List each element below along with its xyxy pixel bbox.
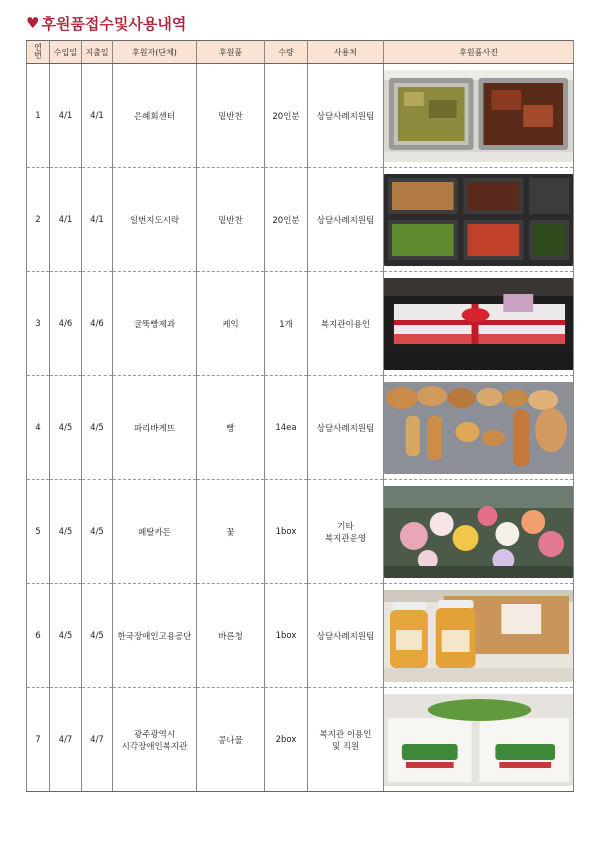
table-row [27, 376, 574, 480]
row-number: 3 [27, 272, 50, 376]
cake-box-photo [384, 278, 573, 370]
usage-place: 상담사례지원팀 [308, 168, 384, 272]
table-row [27, 168, 574, 272]
flower-bouquets-photo [384, 486, 573, 578]
usage-place: 상담사례지원팀 [308, 376, 384, 480]
item-name: 바른청 [197, 584, 265, 688]
photo-cell [384, 272, 574, 376]
item-name: 밑반찬 [197, 168, 265, 272]
header-used-date: 지출일 [82, 41, 113, 64]
donor-name: 광주광역시 시각장애인복지관 [113, 688, 197, 792]
donor-name: 은혜회센터 [113, 64, 197, 168]
donor-name: 페탈카든 [113, 480, 197, 584]
title-text: 후원품접수및사용내역 [41, 14, 187, 33]
header-quantity: 수량 [265, 41, 308, 64]
received-date: 4/5 [50, 480, 82, 584]
photo-cell [384, 376, 574, 480]
table-row [27, 480, 574, 584]
used-date: 4/7 [82, 688, 113, 792]
received-date: 4/1 [50, 64, 82, 168]
header-photo: 후원품사진 [384, 41, 574, 64]
item-name: 빵 [197, 376, 265, 480]
item-name: 밑반찬 [197, 64, 265, 168]
received-date: 4/6 [50, 272, 82, 376]
used-date: 4/1 [82, 168, 113, 272]
quantity: 1box [265, 584, 308, 688]
quantity: 20인분 [265, 168, 308, 272]
header-received-date: 수입일 [50, 41, 82, 64]
row-number: 6 [27, 584, 50, 688]
item-name: 꽃 [197, 480, 265, 584]
header-item: 후원품 [197, 41, 265, 64]
quantity: 20인분 [265, 64, 308, 168]
photo-cell [384, 480, 574, 584]
donor-name: 일번지도시락 [113, 168, 197, 272]
usage-place: 복지관 이용인 및 직원 [308, 688, 384, 792]
used-date: 4/5 [82, 480, 113, 584]
received-date: 4/1 [50, 168, 82, 272]
item-name: 케익 [197, 272, 265, 376]
donor-name: 굴뚝빵제과 [113, 272, 197, 376]
quantity: 2box [265, 688, 308, 792]
table-row [27, 272, 574, 376]
row-number: 5 [27, 480, 50, 584]
bean-sprout-boxes-photo [384, 694, 573, 786]
header-donor: 후원자(단체) [113, 41, 197, 64]
side-dish-boxes-photo [384, 174, 573, 266]
table-row [27, 64, 574, 168]
item-name: 콩나물 [197, 688, 265, 792]
usage-place: 복지관이용인 [308, 272, 384, 376]
donor-name: 한국장애인고용공단 [113, 584, 197, 688]
quantity: 1개 [265, 272, 308, 376]
received-date: 4/5 [50, 584, 82, 688]
header-no: 연 번 [27, 41, 50, 64]
table-row [27, 688, 574, 792]
photo-cell [384, 584, 574, 688]
used-date: 4/6 [82, 272, 113, 376]
row-number: 2 [27, 168, 50, 272]
row-number: 1 [27, 64, 50, 168]
page-title [26, 12, 186, 34]
received-date: 4/7 [50, 688, 82, 792]
bread-assortment-photo [384, 382, 573, 474]
side-dish-trays-photo [384, 70, 573, 162]
quantity: 1box [265, 480, 308, 584]
photo-cell [384, 688, 574, 792]
syrup-jars-photo [384, 590, 573, 682]
quantity: 14ea [265, 376, 308, 480]
heart-icon: ♥ [26, 13, 40, 32]
used-date: 4/1 [82, 64, 113, 168]
usage-place: 기타 복지관운영 [308, 480, 384, 584]
used-date: 4/5 [82, 376, 113, 480]
donation-table [26, 40, 574, 792]
donor-name: 파리바게뜨 [113, 376, 197, 480]
table-row [27, 584, 574, 688]
row-number: 7 [27, 688, 50, 792]
used-date: 4/5 [82, 584, 113, 688]
row-number: 4 [27, 376, 50, 480]
received-date: 4/5 [50, 376, 82, 480]
photo-cell [384, 168, 574, 272]
usage-place: 상담사례지원팀 [308, 64, 384, 168]
photo-cell [384, 64, 574, 168]
usage-place: 상담사례지원팀 [308, 584, 384, 688]
header-usage: 사용처 [308, 41, 384, 64]
header-row [27, 41, 574, 64]
